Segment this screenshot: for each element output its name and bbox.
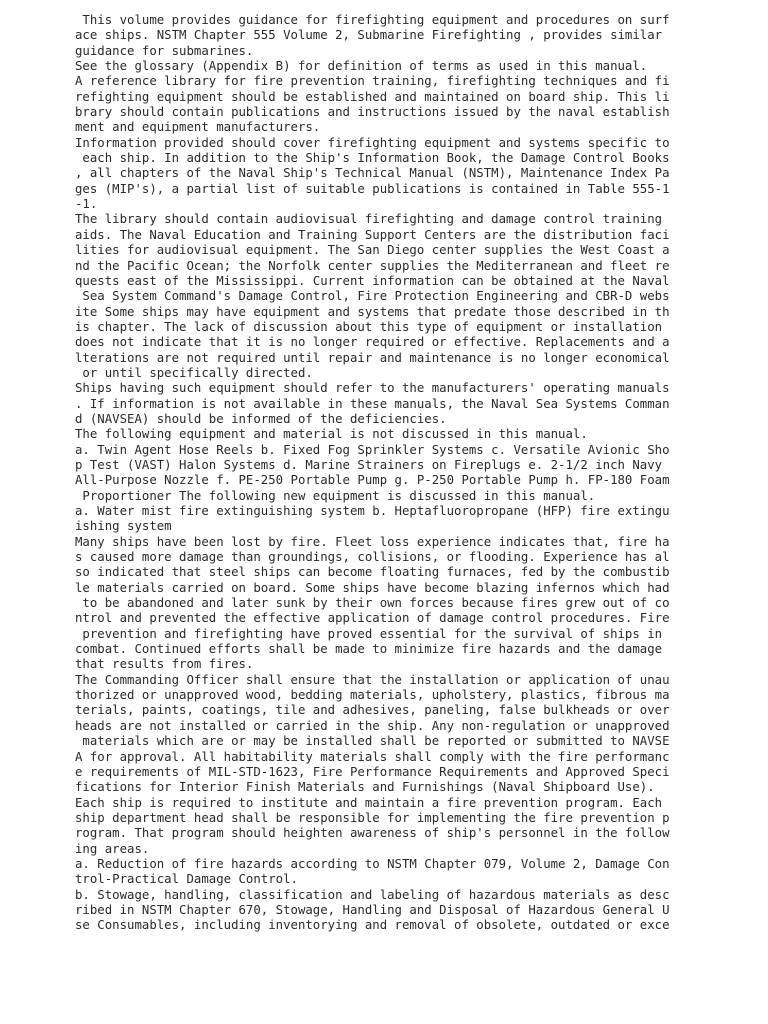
text-line: This volume provides guidance for firefighting equipment and procedures on surf bbox=[75, 13, 670, 27]
text-line: ment and equipment manufacturers. bbox=[75, 120, 321, 135]
text-line: ntrol and prevented the effective application of damage control procedures. Fire bbox=[75, 611, 670, 626]
text-line: ship department head shall be responsible for implementing the fire prevention p bbox=[75, 810, 670, 825]
text-line: is chapter. The lack of discussion about this type of equipment or installation bbox=[75, 319, 663, 334]
document-body bbox=[75, 13, 755, 934]
text-line: Ships having such equipment should refer to the manufacturers' operating manuals bbox=[75, 381, 670, 396]
text-line: terials, paints, coatings, tile and adhesives, paneling, false bulkheads or over bbox=[75, 703, 670, 718]
text-line: See the glossary (Appendix B) for definition of terms as used in this manual. bbox=[75, 59, 648, 74]
text-line: so indicated that steel ships can become floating furnaces, fed by the combustib bbox=[75, 565, 670, 580]
text-line: All-Purpose Nozzle f. PE-250 Portable Pump g. P-250 Portable Pump h. FP-180 Foam bbox=[75, 473, 670, 488]
text-line: lities for audiovisual equipment. The San Diego center supplies the West Coast a bbox=[75, 243, 670, 258]
text-line: p Test (VAST) Halon Systems d. Marine Strainers on Fireplugs e. 2-1/2 inch Navy bbox=[75, 457, 663, 472]
text-line: ite Some ships may have equipment and systems that predate those described in th bbox=[75, 304, 670, 319]
text-line: a. Twin Agent Hose Reels b. Fixed Fog Sprinkler Systems c. Versatile Avionic Sho bbox=[75, 442, 670, 457]
text-line: s caused more damage than groundings, collisions, or flooding. Experience has al bbox=[75, 550, 670, 565]
text-line: nd the Pacific Ocean; the Norfolk center supplies the Mediterranean and fleet re bbox=[75, 258, 670, 273]
text-line: trol-Practical Damage Control. bbox=[75, 872, 298, 887]
text-line: or until specifically directed. bbox=[75, 365, 313, 380]
text-line: a. Reduction of fire hazards according to NSTM Chapter 079, Volume 2, Damage Con bbox=[75, 856, 670, 871]
text-line: ribed in NSTM Chapter 670, Stowage, Handling and Disposal of Hazardous General U bbox=[75, 902, 670, 917]
text-line: materials which are or may be installed shall be reported or submitted to NAVSE bbox=[75, 734, 670, 749]
text-line: thorized or unapproved wood, bedding materials, upholstery, plastics, fibrous ma bbox=[75, 688, 670, 703]
text-line: Proportioner The following new equipment is discussed in this manual. bbox=[75, 488, 596, 503]
text-line: The Commanding Officer shall ensure that the installation or application of unau bbox=[75, 672, 670, 687]
text-line: lterations are not required until repair and maintenance is no longer economical bbox=[75, 350, 670, 365]
text-line: prevention and firefighting have proved essential for the survival of ships in bbox=[75, 626, 663, 641]
text-line: se Consumables, including inventorying and removal of obsolete, outdated or exce bbox=[75, 918, 670, 933]
text-line: , all chapters of the Naval Ship's Technical Manual (NSTM), Maintenance Index Pa bbox=[75, 166, 670, 181]
text-line: brary should contain publications and instructions issued by the naval establish bbox=[75, 105, 670, 120]
text-line: The following equipment and material is not discussed in this manual. bbox=[75, 427, 588, 442]
text-line: fications for Interior Finish Materials and Furnishings (Naval Shipboard Use). bbox=[75, 780, 655, 795]
text-line: -1. bbox=[75, 197, 98, 212]
text-line: le materials carried on board. Some ships have become blazing infernos which had bbox=[75, 580, 670, 595]
text-line: ishing system bbox=[75, 519, 172, 534]
text-line: Many ships have been lost by fire. Fleet loss experience indicates that, fire ha bbox=[75, 534, 670, 549]
text-line: Sea System Command's Damage Control, Fire Protection Engineering and CBR-D webs bbox=[75, 289, 670, 304]
text-line: The library should contain audiovisual firefighting and damage control training bbox=[75, 212, 663, 227]
text-line: A for approval. All habitability materials shall comply with the fire performanc bbox=[75, 749, 670, 764]
text-line: Each ship is required to institute and maintain a fire prevention program. Each bbox=[75, 795, 663, 810]
text-line: a. Water mist fire extinguishing system b. Heptafluoropropane (HFP) fire extingu bbox=[75, 504, 670, 518]
text-line: b. Stowage, handling, classification and labeling of hazardous materials as desc bbox=[75, 887, 670, 902]
text-line: quests east of the Mississippi. Current information can be obtained at the Naval bbox=[75, 273, 670, 288]
text-line: that results from fires. bbox=[75, 657, 254, 672]
text-line: combat. Continued efforts shall be made to minimize fire hazards and the damage bbox=[75, 642, 663, 657]
text-line: ing areas. bbox=[75, 841, 150, 856]
text-line: aids. The Naval Education and Training Support Centers are the distribution faci bbox=[75, 227, 670, 242]
text-line: rogram. That program should heighten awareness of ship's personnel in the follow bbox=[75, 826, 670, 841]
text-line: . If information is not available in these manuals, the Naval Sea Systems Comman bbox=[75, 396, 670, 411]
text-line: heads are not installed or carried in the ship. Any non-regulation or unapproved bbox=[75, 718, 670, 733]
text-line: ges (MIP's), a partial list of suitable publications is contained in Table 555-1 bbox=[75, 181, 670, 196]
text-line: each ship. In addition to the Ship's Information Book, the Damage Control Books bbox=[75, 151, 670, 166]
text-line: Information provided should cover firefighting equipment and systems specific to bbox=[75, 135, 670, 150]
text-line: d (NAVSEA) should be informed of the deficiencies. bbox=[75, 411, 447, 426]
text-line: does not indicate that it is no longer required or effective. Replacements and a bbox=[75, 335, 670, 350]
text-line: guidance for submarines. bbox=[75, 43, 254, 58]
text-line: refighting equipment should be established and maintained on board ship. This li bbox=[75, 89, 670, 104]
text-line: e requirements of MIL-STD-1623, Fire Performance Requirements and Approved Speci bbox=[75, 764, 670, 779]
text-line: ace ships. NSTM Chapter 555 Volume 2, Submarine Firefighting , provides similar bbox=[75, 28, 663, 43]
text-line: A reference library for fire prevention training, firefighting techniques and fi bbox=[75, 74, 670, 89]
text-line: to be abandoned and later sunk by their own forces because fires grew out of co bbox=[75, 596, 670, 611]
